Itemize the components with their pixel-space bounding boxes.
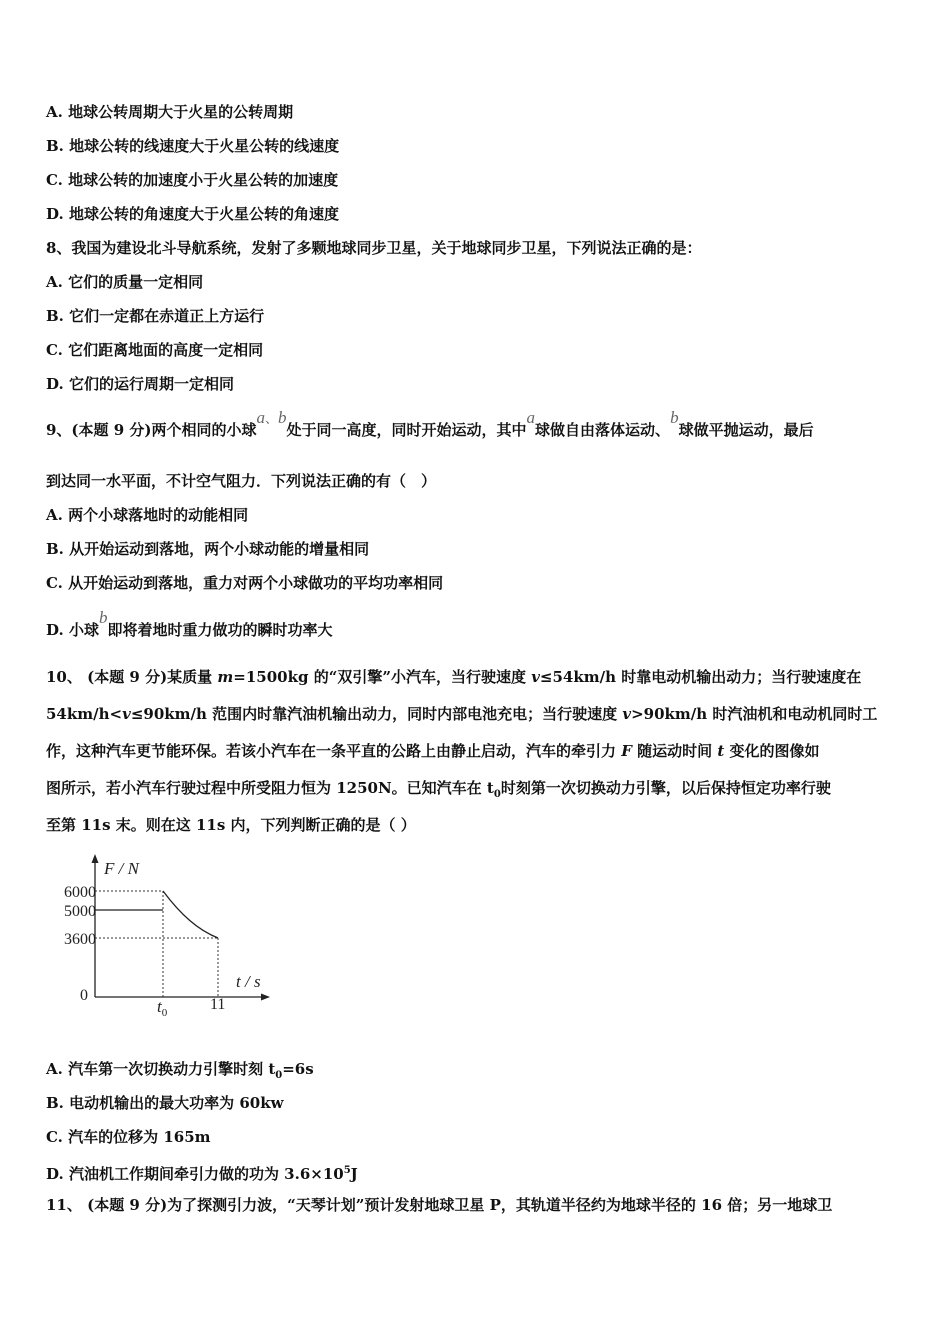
tick-5000: 5000 <box>64 903 96 920</box>
q7-option-b: B. 地球公转的线速度大于火星公转的线速度 <box>46 137 340 155</box>
var-b: b <box>278 408 287 427</box>
q10-stem-line2: 54km/h<v≤90km/h 范围内时靠汽油机输出动力，同时内部电池充电；当行驶速度 v>90km/h 时汽油机和电动机同时工 <box>46 705 878 723</box>
y-axis-arrow <box>92 854 99 863</box>
q10-stem-line1: 10、 (本题 9 分)某质量 m=1500kg 的“双引擎”小汽车，当行驶速度 v≤54km/h 时靠电动机输出动力；当行驶速度在 <box>46 668 862 686</box>
q8-stem: 8、我国为建设北斗导航系统，发射了多颗地球同步卫星，关于地球同步卫星，下列说法正确的是： <box>46 239 702 257</box>
x-axis-label: t / s <box>236 972 261 991</box>
q10-option-b: B. 电动机输出的最大功率为 60kw <box>46 1094 284 1112</box>
q9-stem-line2: 到达同一水平面，不计空气阻力．下列说法正确的有（ ） <box>46 472 437 490</box>
q9-option-c: C. 从开始运动到落地，重力对两个小球做功的平均功率相同 <box>46 574 444 592</box>
q10-option-d: D. 汽油机工作期间牵引力做的功为 $3.6\times 10^5J$ <box>46 1165 358 1183</box>
y-axis-label: F / N <box>104 859 139 878</box>
q7-option-c: C. 地球公转的加速度小于火星公转的加速度 <box>46 171 339 189</box>
var-b: b <box>670 408 679 427</box>
origin-label: 0 <box>80 987 88 1004</box>
var-a: a <box>526 408 536 427</box>
force-decay-curve <box>163 891 218 938</box>
tick-t0: $t_0$ <box>157 997 168 1019</box>
q9-stem-line1: 9、(本题 9 分)两个相同的小球a、b处于同一高度，同时开始运动，其中a球做自由落体运动、b球做平抛运动，最后 <box>46 408 814 439</box>
q10-option-a: A. 汽车第一次切换动力引擎时刻 $t_0=6s$ <box>46 1060 314 1081</box>
q8-option-a: A. 它们的质量一定相同 <box>46 273 204 291</box>
q11-stem: 11、 (本题 9 分)为了探测引力波，“天琴计划”预计发射地球卫星 P，其轨道半径约为地球半径的 16 倍；另一地球卫 <box>46 1196 833 1214</box>
q10-option-c: C. 汽车的位移为 165m <box>46 1128 211 1146</box>
var-b: b <box>98 608 108 627</box>
q10-stem-line5: 至第 11s 末。则在这 11s 内，下列判断正确的是（ ） <box>46 816 416 834</box>
q7-option-a: A. 地球公转周期大于火星的公转周期 <box>46 103 294 121</box>
var-a: a <box>256 408 266 427</box>
tick-3600: 3600 <box>64 931 96 948</box>
q9-option-d: D. 小球b即将着地时重力做功的瞬时功率大 <box>46 608 333 639</box>
q9-option-a: A. 两个小球落地时的动能相同 <box>46 506 249 524</box>
force-time-graph <box>58 852 278 1022</box>
q8-option-c: C. 它们距离地面的高度一定相同 <box>46 341 264 359</box>
q10-stem-line4: 图所示，若小汽车行驶过程中所受阻力恒为 1250N。已知汽车在 $t_0$时刻第一次切换动力引擎，以后保持恒定功率行驶 <box>46 779 831 800</box>
q7-option-d: D. 地球公转的角速度大于火星公转的角速度 <box>46 205 339 223</box>
q8-option-b: B. 它们一定都在赤道正上方运行 <box>46 307 265 325</box>
q10-stem-line3: 作，这种汽车更节能环保。若该小汽车在一条平直的公路上由静止启动，汽车的牵引力 F 随运动时间 t 变化的图像如 <box>46 742 820 760</box>
x-axis-arrow <box>261 994 270 1001</box>
tick-11: 11 <box>210 996 226 1013</box>
q9-option-b: B. 从开始运动到落地，两个小球动能的增量相同 <box>46 540 370 558</box>
tick-6000: 6000 <box>64 884 96 901</box>
q8-option-d: D. 它们的运行周期一定相同 <box>46 375 234 393</box>
